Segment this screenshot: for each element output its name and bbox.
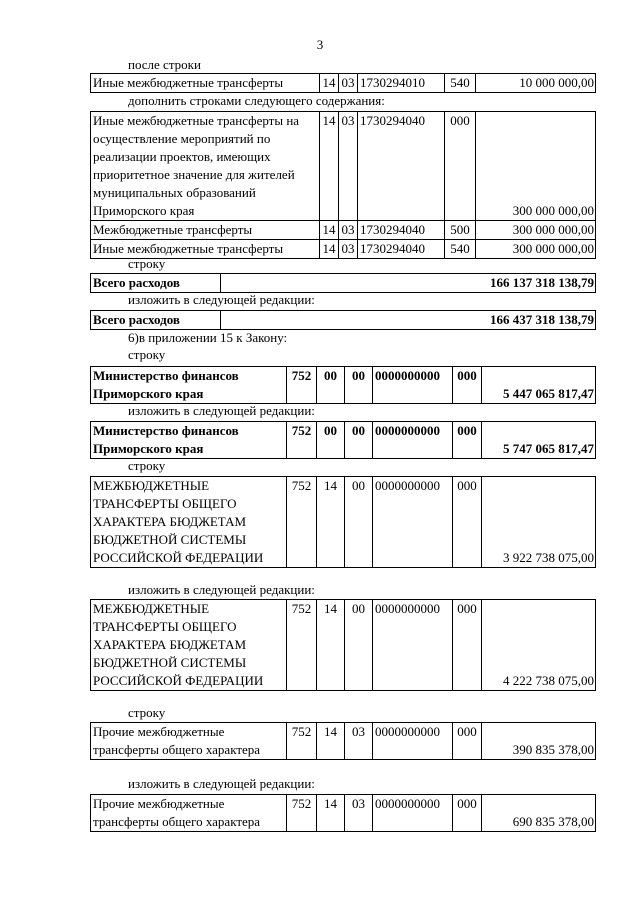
row-name: Иные межбюджетные трансферты bbox=[91, 74, 320, 93]
cell-target-code: 0000000000 bbox=[373, 422, 453, 459]
add-rows-text: дополнить строками следующего содержания: bbox=[128, 93, 385, 108]
table-row bbox=[91, 795, 596, 832]
cell-subsection: 03 bbox=[339, 74, 358, 93]
row-name: Прочие межбюджетные трансферты общего характера bbox=[91, 795, 287, 832]
cell-subsection: 00 bbox=[345, 422, 373, 459]
after-row-text: после строки bbox=[128, 57, 201, 72]
total-label: Всего расходов bbox=[91, 311, 221, 330]
cell-amount: 3 922 738 075,00 bbox=[482, 477, 596, 568]
restate-text: изложить в следующей редакции: bbox=[128, 582, 315, 597]
cell-section: 00 bbox=[317, 367, 345, 404]
cell-amount: 300 000 000,00 bbox=[476, 221, 596, 240]
restate-text: изложить в следующей редакции: bbox=[128, 776, 315, 791]
cell-section: 00 bbox=[317, 422, 345, 459]
cell-expense-type: 000 bbox=[453, 477, 482, 568]
cell-section: 14 bbox=[317, 795, 345, 832]
table-row bbox=[91, 221, 596, 240]
cell-target-code: 1730294040 bbox=[358, 221, 445, 240]
row-name: Межбюджетные трансферты bbox=[91, 221, 320, 240]
cell-expense-type: 500 bbox=[445, 221, 476, 240]
table-row bbox=[91, 723, 596, 760]
cell-section: 14 bbox=[317, 723, 345, 760]
table-mbt-new bbox=[90, 599, 596, 691]
cell-section: 14 bbox=[320, 74, 339, 93]
cell-expense-type: 540 bbox=[445, 240, 476, 259]
table-added-rows bbox=[90, 111, 596, 259]
appendix-15-text: 6)в приложении 15 к Закону: bbox=[128, 330, 288, 345]
cell-amount: 5 447 065 817,47 bbox=[482, 367, 596, 404]
restate-text: изложить в следующей редакции: bbox=[128, 403, 315, 418]
cell-amount: 5 747 065 817,47 bbox=[482, 422, 596, 459]
cell-amount: 300 000 000,00 bbox=[476, 112, 596, 221]
table-row bbox=[91, 422, 596, 459]
cell-target-code: 0000000000 bbox=[373, 477, 453, 568]
cell-amount: 390 835 378,00 bbox=[482, 723, 596, 760]
cell-subsection: 03 bbox=[345, 723, 373, 760]
cell-target-code: 0000000000 bbox=[373, 367, 453, 404]
restate-text: изложить в следующей редакции: bbox=[128, 292, 315, 307]
cell-target-code: 1730294040 bbox=[358, 240, 445, 259]
table-mbt-old bbox=[90, 476, 596, 568]
row-name: Министерство финансов Приморского края bbox=[91, 367, 287, 404]
table-row bbox=[91, 311, 596, 330]
row-name: Иные межбюджетные трансферты bbox=[91, 240, 320, 259]
total-amount: 166 437 318 138,79 bbox=[221, 311, 596, 330]
cell-expense-type: 000 bbox=[445, 112, 476, 221]
row-name: МЕЖБЮДЖЕТНЫЕ ТРАНСФЕРТЫ ОБЩЕГО ХАРАКТЕРА БЮДЖЕТАМ БЮДЖЕТНОЙ СИСТЕМЫ РОССИЙСКОЙ ФЕДЕРАЦИИ bbox=[91, 600, 287, 691]
table-ministry-new bbox=[90, 421, 596, 459]
row-name: Прочие межбюджетные трансферты общего характера bbox=[91, 723, 287, 760]
table-row bbox=[91, 74, 596, 93]
cell-expense-type: 000 bbox=[453, 367, 482, 404]
cell-target-code: 0000000000 bbox=[373, 600, 453, 691]
cell-ministry-code: 752 bbox=[287, 367, 317, 404]
cell-target-code: 1730294040 bbox=[358, 112, 445, 221]
cell-target-code: 1730294010 bbox=[358, 74, 445, 93]
cell-expense-type: 000 bbox=[453, 795, 482, 832]
cell-ministry-code: 752 bbox=[287, 422, 317, 459]
cell-target-code: 0000000000 bbox=[373, 723, 453, 760]
cell-section: 14 bbox=[320, 112, 339, 221]
page-number: 3 bbox=[316, 37, 324, 52]
cell-subsection: 03 bbox=[345, 795, 373, 832]
cell-expense-type: 000 bbox=[453, 600, 482, 691]
row-word-text: строку bbox=[128, 705, 166, 720]
cell-section: 14 bbox=[320, 221, 339, 240]
cell-amount: 690 835 378,00 bbox=[482, 795, 596, 832]
row-word-text: строку bbox=[128, 256, 166, 271]
table-other-old bbox=[90, 722, 596, 760]
row-name: Министерство финансов Приморского края bbox=[91, 422, 287, 459]
cell-section: 14 bbox=[317, 477, 345, 568]
total-amount: 166 137 318 138,79 bbox=[221, 274, 596, 293]
cell-subsection: 00 bbox=[345, 477, 373, 568]
cell-subsection: 03 bbox=[339, 240, 358, 259]
cell-section: 14 bbox=[320, 240, 339, 259]
cell-expense-type: 000 bbox=[453, 422, 482, 459]
table-row bbox=[91, 600, 596, 691]
cell-subsection: 03 bbox=[339, 112, 358, 221]
cell-ministry-code: 752 bbox=[287, 795, 317, 832]
cell-subsection: 00 bbox=[345, 600, 373, 691]
table-total-new bbox=[90, 310, 596, 330]
table-row bbox=[91, 274, 596, 293]
table-other-new bbox=[90, 794, 596, 832]
cell-subsection: 03 bbox=[339, 221, 358, 240]
cell-expense-type: 000 bbox=[453, 723, 482, 760]
cell-amount: 4 222 738 075,00 bbox=[482, 600, 596, 691]
table-row bbox=[91, 477, 596, 568]
table-total-old bbox=[90, 273, 596, 293]
cell-target-code: 0000000000 bbox=[373, 795, 453, 832]
row-name: Иные межбюджетные трансферты на осуществление мероприятий по реализации проектов, имеющих приоритетное значение для жителей муниципальных образований Приморского края bbox=[91, 112, 320, 221]
table-row bbox=[91, 112, 596, 221]
table-row bbox=[91, 240, 596, 259]
cell-ministry-code: 752 bbox=[287, 477, 317, 568]
total-label: Всего расходов bbox=[91, 274, 221, 293]
cell-amount: 10 000 000,00 bbox=[476, 74, 596, 93]
cell-amount: 300 000 000,00 bbox=[476, 240, 596, 259]
table-ministry-old bbox=[90, 366, 596, 404]
row-word-text: строку bbox=[128, 347, 166, 362]
row-name: МЕЖБЮДЖЕТНЫЕ ТРАНСФЕРТЫ ОБЩЕГО ХАРАКТЕРА БЮДЖЕТАМ БЮДЖЕТНОЙ СИСТЕМЫ РОССИЙСКОЙ ФЕДЕРАЦИИ bbox=[91, 477, 287, 568]
table-existing-row bbox=[90, 73, 596, 93]
table-row bbox=[91, 367, 596, 404]
cell-subsection: 00 bbox=[345, 367, 373, 404]
cell-expense-type: 540 bbox=[445, 74, 476, 93]
row-word-text: строку bbox=[128, 458, 166, 473]
cell-ministry-code: 752 bbox=[287, 723, 317, 760]
cell-section: 14 bbox=[317, 600, 345, 691]
cell-ministry-code: 752 bbox=[287, 600, 317, 691]
